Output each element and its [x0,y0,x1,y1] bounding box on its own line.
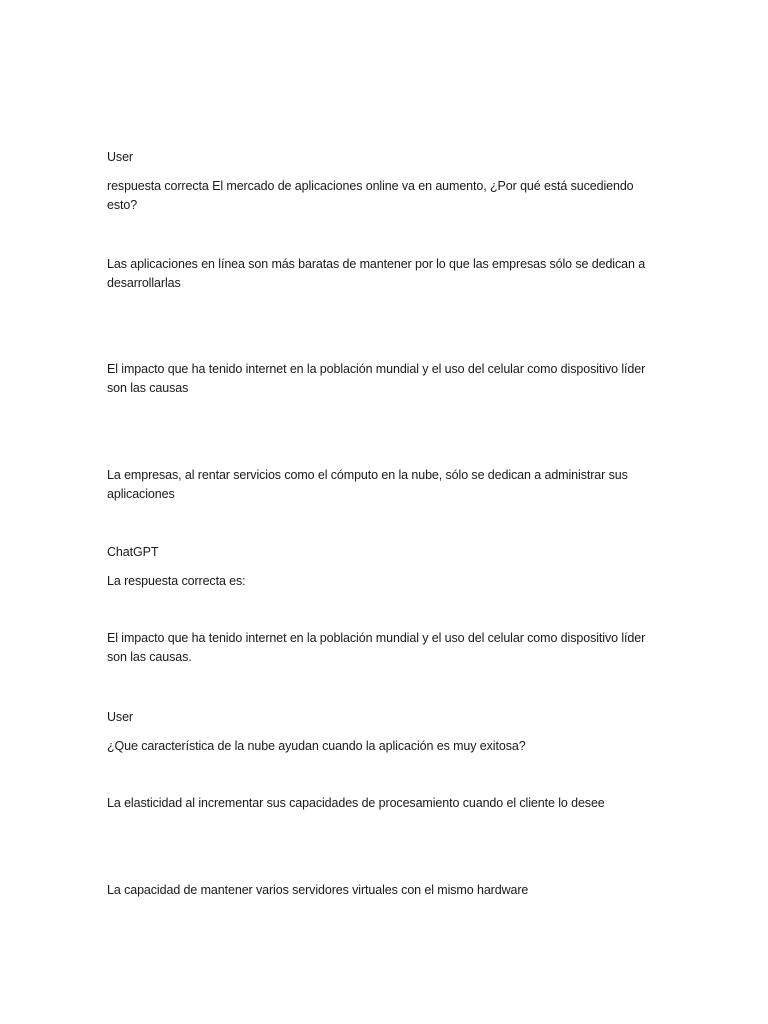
answer-text: El impacto que ha tenido internet en la población mundial y el uso del celular como dispositivo líder son las causas. [107,631,646,664]
option-text: La empresas, al rentar servicios como el cómputo en la nube, sólo se dedican a administrar sus aplicaciones [107,468,628,501]
answer-intro-text: La respuesta correcta es: [107,574,246,588]
speaker-label-user: User [107,710,133,724]
question-text: ¿Que característica de la nube ayudan cuando la aplicación es muy exitosa? [107,739,526,753]
option-text: La capacidad de mantener varios servidores virtuales con el mismo hardware [107,883,529,897]
speaker-label-chatgpt: ChatGPT [107,545,159,559]
speaker-label-user: User [107,150,133,164]
option-text: La elasticidad al incrementar sus capacidades de procesamiento cuando el cliente lo desee [107,796,605,810]
option-text: Las aplicaciones en línea son más baratas de mantener por lo que las empresas sólo se dedican a desarrollarlas [107,257,646,290]
option-text: El impacto que ha tenido internet en la población mundial y el uso del celular como dispositivo líder son las causas [107,362,646,395]
question-text: respuesta correcta El mercado de aplicaciones online va en aumento, ¿Por qué está sucediendo esto? [107,179,634,212]
